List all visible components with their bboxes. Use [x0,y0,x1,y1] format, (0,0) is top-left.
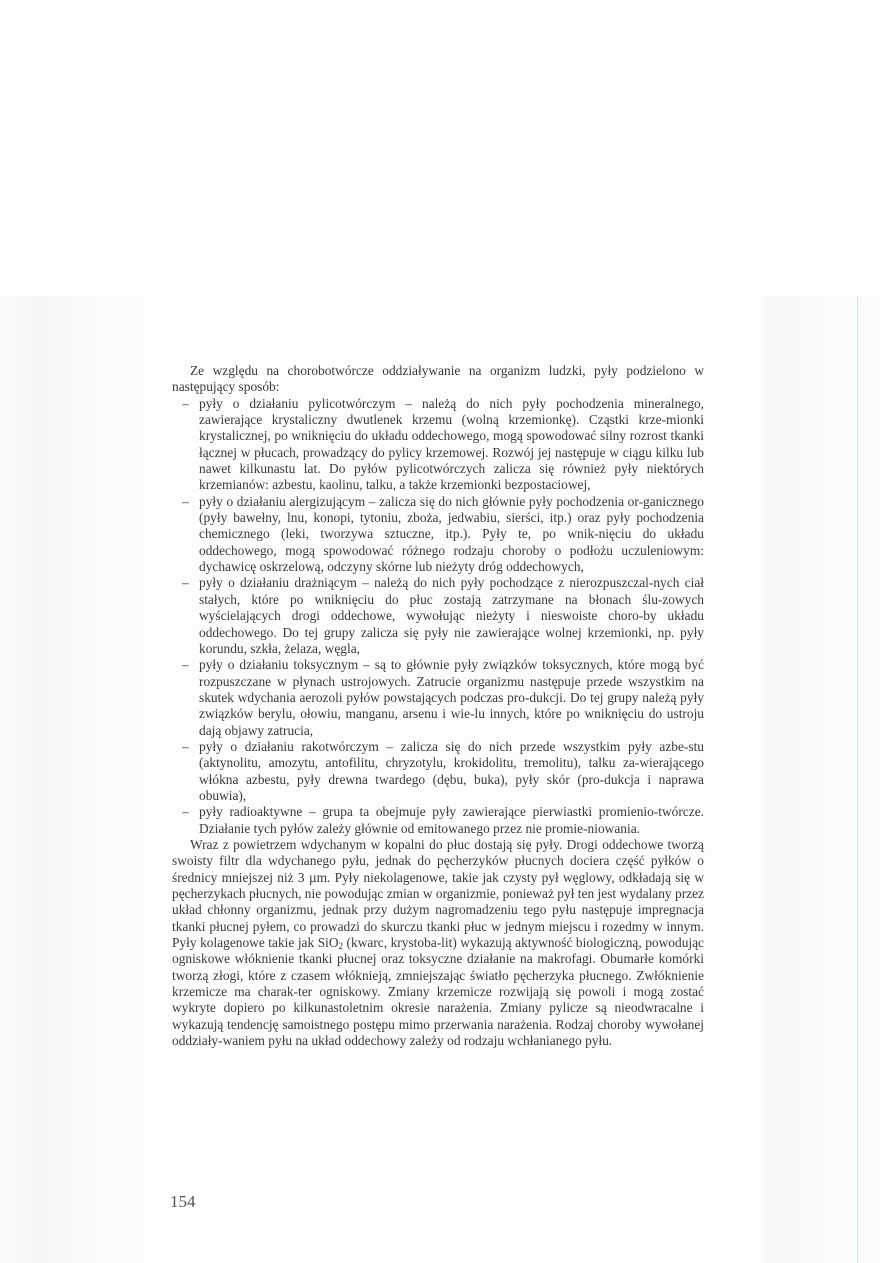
bullet-dash: – [182,493,189,509]
body-text [172,363,704,1049]
list-item [172,804,704,837]
paragraph-text-part1: Wraz z powietrzem wdychanym w kopalni do płuc dostają się pyły. Drogi oddechowe tworzą swoisty filtr dla wdychanego pyłu, jednak do pęcherzyków płucnych dociera część pyłków o średnicy mniejszej niż 3 µm. Pyły niekolagenowe, takie jak czysty pył węglowy, odkładają się w pęcherzykach płucnych, nie powodując zmian w organizmie, ponieważ pył ten jest wydalany przez układ chłonny organizmu, jednak przy dużym nagromadzeniu tego pyłu następuje impregnacja tkanki płucnej pyłem, co prowadzi do skurczu tkanki płuc w jednym miejscu i rozedmy w innym. Pyły kolagenowe takie jak SiO [172,836,704,951]
page-number: 154 [170,1192,196,1211]
list-item [172,739,704,804]
list-item [172,575,704,657]
list-item-text: pyły o działaniu alergizującym – zalicza się do nich głównie pyły pochodzenia or-ganicznego (pyły bawełny, lnu, konopi, tytoniu, zboża, jedwabiu, sierści, itp.) oraz pyły pochodzenia chemicznego (leki, tworzywa sztuczne, itp.). Pyły te, po wnik-nięciu do układu oddechowego, mogą spowodować różnego rodzaju choroby o podłożu uczuleniowym: dychawicę oskrzelową, odczyny skórne lub nieżyty dróg oddechowych, [199,493,704,575]
bullet-dash: – [182,657,189,673]
list-item [172,494,704,576]
page-edge-line [857,297,858,1263]
bullet-dash: – [182,395,189,411]
list-item-text: pyły radioaktywne – grupa ta obejmuje pyły zawierające pierwiastki promienio-twórcze. Działanie tych pyłów zależy głównie od emitowanego przez nie promie-niowania. [199,804,704,836]
list-item-text: pyły o działaniu drażniącym – należą do nich pyły pochodzące z nierozpuszczal-nych ciał stałych, które po wniknięciu do płuc zostają zatrzymane na błonach ślu-zowych wyścielających drogi oddechowe, wywołując nieżyty i nieswoiste choro-by układu oddechowego. Do tej grupy zalicza się pyły nie zawierające wolnej krzemionki, np. pyły korundu, szkła, żelaza, węgla, [199,575,704,656]
list-item [172,396,704,494]
paragraph-text-part2: (kwarc, krystoba-lit) wykazują aktywność biologiczną, powodując ogniskowe włóknienie tkanki płucnej oraz toksyczne działanie na makrofagi. Obumarłe komórki tworzą złogi, które z czasem włóknieją, zmniejszając światło pęcherzyka płucnego. Zwłóknienie krzemicze ma charak-ter ogniskowy. Zmiany krzemicze rozwijają się powoli i mogą zostać wykryte dopiero po kilkunastoletnim okresie narażenia. Zmiany pylicze są nieodwracalne i wykazują tendencję samoistnego postępu mimo przerwania narażenia. Rodzaj choroby wywołanej oddziały-waniem pyłu na układ oddechowy zależy od rodzaju wchłanianego pyłu. [172,935,704,1049]
list-item [172,657,704,739]
chemical-subscript: 2 [338,941,344,952]
bullet-dash: – [182,738,189,754]
list-item-text: pyły o działaniu rakotwórczym – zalicza się do nich przede wszystkim pyły azbe-stu (aktynolitu, amozytu, antofilitu, chryzotylu, krokidolitu, tremolitu), talku za-wierającego włókna azbestu, pyły drewna twardego (dębu, buka), pyły skór (pro-dukcja i naprawa obuwia), [199,738,704,803]
bullet-dash: – [182,575,189,591]
dust-inhalation-paragraph [172,837,704,1049]
intro-paragraph: Ze względu na chorobotwórcze oddziaływanie na organizm ludzki, pyły podzielono w następujący sposób: [172,363,704,395]
list-item-text: pyły o działaniu pylicotwórczym – należą do nich pyły pochodzenia mineralnego, zawierające krystaliczny dwutlenek krzemu (wolną krzemionkę). Cząstki krze-mionki krystalicznej, po wniknięciu do układu oddechowego, mogą spowodować silny rozrost tkanki łącznej w płucach, prowadzący do pylicy krzemowej. Rozwój jej następuje w ciągu kilku lub nawet kilkunastu lat. Do pyłów pylicotwórczych zalicza się również pyły niektórych krzemianów: azbestu, kaolinu, talku, a także krzemionki bezpostaciowej, [199,395,704,493]
list-item-text: pyły o działaniu toksycznym – są to głównie pyły związków toksycznych, które mogą być rozpuszczane w płynach ustrojowych. Zatrucie organizmu następuje przede wszystkim na skutek wdychania aerozoli pyłów powstających podczas pro-dukcji. Do tej grupy należą pyły związków berylu, ołowiu, manganu, arsenu i wie-lu innych, które po wniknięciu do ustroju dają objawy zatrucia, [199,657,704,738]
bullet-dash: – [182,804,189,820]
dust-types-list [172,396,704,837]
